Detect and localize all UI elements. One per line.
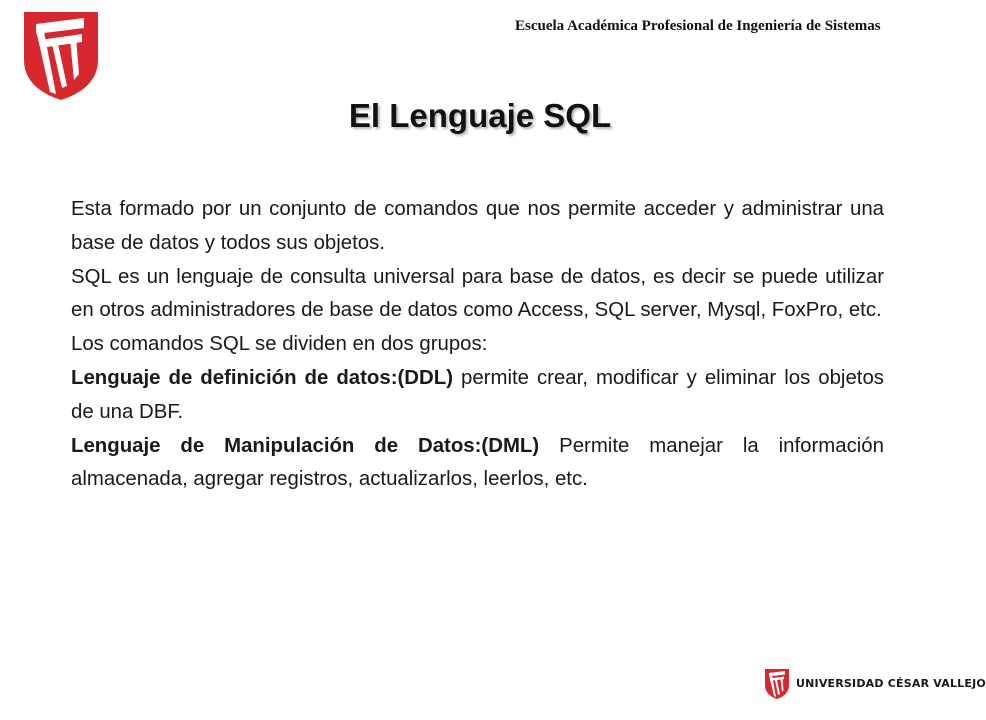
school-name: Escuela Académica Profesional de Ingeniería de Sistemas [515, 18, 881, 34]
paragraph-universal: SQL es un lenguaje de consulta universal para base de datos, es decir se puede utilizar en otros administradores de base de datos como Access, SQL server, Mysql, FoxPro, etc. [71, 265, 884, 322]
dml-term: Lenguaje de Manipulación de Datos:(DML) [71, 434, 540, 457]
paragraph-groups: Los comandos SQL se dividen en dos grupos: [71, 333, 488, 356]
paragraph-ddl [71, 362, 884, 430]
slide-title: El Lenguaje SQL [348, 97, 612, 134]
ucv-shield-small-icon [764, 668, 790, 700]
university-name: UNIVERSIDAD CÉSAR VALLEJO [796, 677, 986, 690]
footer-logo [764, 668, 986, 702]
paragraph-definition: Esta formado por un conjunto de comandos que nos permite acceder y administrar una base de datos y todos sus objetos. [71, 198, 884, 254]
ucv-shield-icon [22, 10, 100, 102]
paragraph-dml [71, 430, 884, 498]
dml-description: Permite manejar la información almacenada, agregar registros, actualizarlos, leerlos, etc. [71, 434, 884, 491]
ddl-description: permite crear, modificar y eliminar los objetos de una DBF. [71, 366, 884, 423]
slide-body [71, 193, 884, 497]
ddl-term: Lenguaje de definición de datos:(DDL) [71, 366, 453, 389]
